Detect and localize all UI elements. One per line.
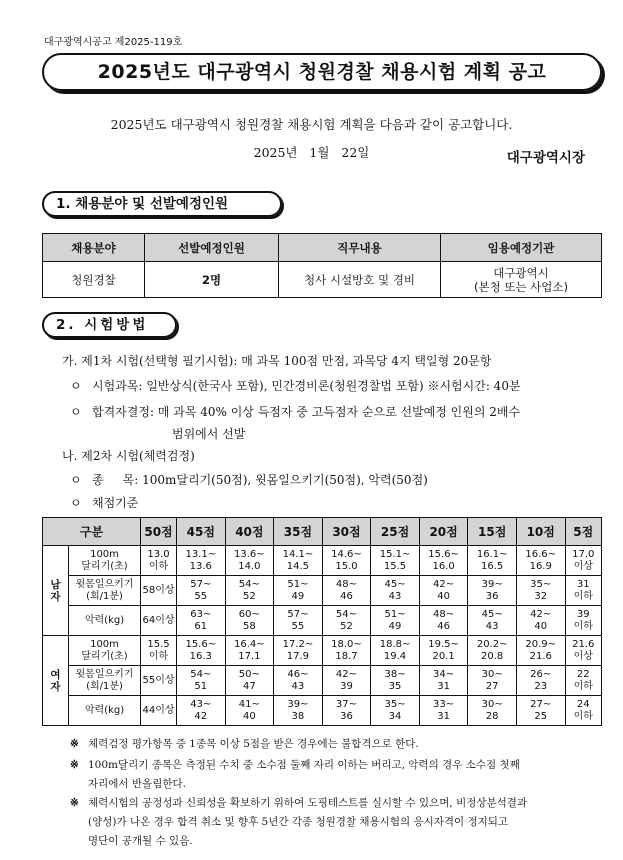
bullet: ㅇ	[70, 405, 82, 419]
score-cell: 51~ 49	[274, 576, 323, 606]
score-cell: 16.4~ 17.1	[225, 636, 274, 666]
score-cell: 22 이하	[565, 666, 602, 696]
scoring-text: 채점기준	[92, 496, 139, 510]
header-score: 25점	[371, 518, 420, 546]
score-cell: 14.1~ 14.5	[274, 546, 323, 576]
subjects-text: 시험과목: 일반상식(한국사 포함), 민간경비론(청원경찰법 포함) ※시험시간: 40분	[92, 379, 521, 393]
event-name: 악력(kg)	[69, 696, 141, 726]
note-mark: ※	[70, 759, 79, 771]
score-cell: 57~ 55	[177, 576, 226, 606]
score-cell: 21.6 이상	[565, 636, 602, 666]
score-cell: 54~ 51	[177, 666, 226, 696]
score-cell: 44이상	[141, 696, 177, 726]
field-value: 청원경찰	[43, 262, 145, 298]
score-cell: 64이상	[141, 606, 177, 636]
table-row	[43, 636, 602, 666]
score-cell: 37~ 36	[322, 696, 371, 726]
count-value: 2명	[145, 262, 279, 298]
header-count: 선발예정인원	[145, 234, 279, 262]
score-cell: 14.6~ 15.0	[322, 546, 371, 576]
score-cell: 50~ 47	[225, 666, 274, 696]
score-cell: 26~ 23	[516, 666, 565, 696]
score-cell: 39~ 36	[468, 576, 517, 606]
score-cell: 34~ 31	[419, 666, 468, 696]
event-name: 윗몸일으키기 (회/1분)	[69, 576, 141, 606]
agency-value	[441, 262, 602, 298]
score-cell: 43~ 42	[177, 696, 226, 726]
note-2-line1: 100m달리기 종목은 측정된 수치 중 소수점 둘째 자리 이하는 버리고, 악력의 경우 소수점 첫째	[88, 759, 520, 771]
score-cell: 48~ 46	[419, 606, 468, 636]
score-cell: 60~ 58	[225, 606, 274, 636]
table-row	[43, 696, 602, 726]
pass-text-line2: 범위에서 선발	[172, 427, 246, 441]
note-mark: ※	[70, 797, 79, 809]
events	[70, 471, 428, 488]
pass-criteria	[70, 403, 520, 420]
section1-title: 1. 채용분야 및 선발예정인원	[42, 191, 282, 217]
score-cell: 35~ 34	[371, 696, 420, 726]
header-agency: 임용예정기관	[441, 234, 602, 262]
event-name: 100m 달리기(초)	[69, 636, 141, 666]
score-cell: 27~ 25	[516, 696, 565, 726]
score-cell: 55이상	[141, 666, 177, 696]
notice-date: 2025년 1월 22일	[253, 145, 370, 160]
header-score: 15점	[468, 518, 517, 546]
score-cell: 41~ 40	[225, 696, 274, 726]
header-field: 채용분야	[43, 234, 145, 262]
score-cell: 17.2~ 17.9	[274, 636, 323, 666]
score-cell: 45~ 43	[468, 606, 517, 636]
header-score: 30점	[322, 518, 371, 546]
score-cell: 15.1~ 15.5	[371, 546, 420, 576]
score-cell: 42~ 39	[322, 666, 371, 696]
score-cell: 30~ 28	[468, 696, 517, 726]
score-cell: 42~ 40	[516, 606, 565, 636]
score-cell: 18.0~ 18.7	[322, 636, 371, 666]
pass-text-line1: 합격자결정: 매 과목 40% 이상 득점자 중 고득점자 순으로 선발예정 인원의 2배수	[92, 405, 521, 419]
section2-title: 2. 시험방법	[42, 312, 177, 338]
score-cell: 16.6~ 16.9	[516, 546, 565, 576]
score-cell: 13.6~ 14.0	[225, 546, 274, 576]
score-cell: 30~ 27	[468, 666, 517, 696]
score-cell: 15.6~ 16.0	[419, 546, 468, 576]
score-cell: 48~ 46	[322, 576, 371, 606]
score-cell: 17.0 이상	[565, 546, 602, 576]
note-3-line1: 체력시험의 공정성과 신뢰성을 확보하기 위하여 도핑테스트를 실시할 수 있으며, 비정상분석결과	[88, 797, 528, 809]
table-row	[43, 606, 602, 636]
second-exam-heading: 나. 제2차 시험(체력검정)	[62, 449, 195, 463]
issuer: 대구광역시장	[506, 150, 585, 166]
note-2-line2: 자리에서 반올림한다.	[88, 778, 186, 790]
score-cell: 45~ 43	[371, 576, 420, 606]
event-name: 윗몸일으키기 (회/1분)	[69, 666, 141, 696]
score-cell: 63~ 61	[177, 606, 226, 636]
score-cell: 13.0 이하	[141, 546, 177, 576]
score-cell: 13.1~ 13.6	[177, 546, 226, 576]
score-cell: 16.1~ 16.5	[468, 546, 517, 576]
page-title: 2025년도 대구광역시 청원경찰 채용시험 계획 공고	[42, 53, 602, 91]
note-3-line3: 명단이 공개될 수 있음.	[88, 835, 193, 847]
first-exam-heading: 가. 제1차 시험(선택형 필기시험): 매 과목 100점 만점, 과목당 4지 택일형 20문항	[62, 354, 492, 368]
score-cell: 33~ 31	[419, 696, 468, 726]
header-score: 40점	[225, 518, 274, 546]
header-duty: 직무내용	[279, 234, 441, 262]
header-score: 20점	[419, 518, 468, 546]
score-cell: 35~ 32	[516, 576, 565, 606]
score-cell: 57~ 55	[274, 606, 323, 636]
exam-subjects	[70, 377, 521, 394]
score-cell: 31 이하	[565, 576, 602, 606]
note-3	[70, 794, 610, 851]
score-cell: 54~ 52	[225, 576, 274, 606]
note-2	[70, 756, 610, 794]
header-score: 50점	[141, 518, 177, 546]
note-3-line2: (양성)가 나온 경우 합격 취소 및 향후 5년간 각종 청원경찰 채용시험의 응시자격이 정지되고	[88, 816, 509, 828]
score-cell: 19.5~ 20.1	[419, 636, 468, 666]
header-score: 45점	[177, 518, 226, 546]
score-table-header	[43, 518, 602, 546]
score-cell: 20.2~ 20.8	[468, 636, 517, 666]
bullet: ㅇ	[70, 473, 82, 487]
score-cell: 42~ 40	[419, 576, 468, 606]
event-name: 100m 달리기(초)	[69, 546, 141, 576]
intro-text: 2025년도 대구광역시 청원경찰 채용시험 계획을 다음과 같이 공고합니다.	[110, 117, 513, 132]
male-label: 남 자	[43, 546, 69, 636]
note-mark: ※	[70, 738, 79, 750]
score-table	[42, 517, 602, 726]
agency-line1: 대구광역시	[493, 265, 549, 280]
score-cell: 20.9~ 21.6	[516, 636, 565, 666]
score-cell: 51~ 49	[371, 606, 420, 636]
header-category: 구분	[43, 518, 141, 546]
note-1-text: 체력검정 평가항목 중 1종목 이상 5점을 받은 경우에는 불합격으로 한다.	[88, 738, 419, 750]
notice-number: 대구광역시공고 제2025-119호	[44, 37, 183, 48]
table-row	[43, 576, 602, 606]
agency-line2: (본청 또는 사업소)	[473, 279, 569, 294]
score-cell: 54~ 52	[322, 606, 371, 636]
female-label: 여 자	[43, 636, 69, 726]
note-1	[70, 735, 610, 754]
score-cell: 58이상	[141, 576, 177, 606]
scoring	[70, 494, 138, 511]
header-score: 10점	[516, 518, 565, 546]
score-cell: 24 이하	[565, 696, 602, 726]
header-score: 5점	[565, 518, 602, 546]
score-cell: 46~ 43	[274, 666, 323, 696]
score-cell: 15.5 이하	[141, 636, 177, 666]
event-name: 악력(kg)	[69, 606, 141, 636]
events-text: 종 목: 100m달리기(50점), 윗몸일으키기(50점), 악력(50점)	[92, 473, 428, 487]
recruitment-table	[42, 233, 602, 298]
table-row	[43, 666, 602, 696]
score-cell: 15.6~ 16.3	[177, 636, 226, 666]
header-score: 35점	[274, 518, 323, 546]
table-row	[43, 262, 602, 298]
duty-value: 청사 시설방호 및 경비	[279, 262, 441, 298]
table-row	[43, 546, 602, 576]
score-cell: 18.8~ 19.4	[371, 636, 420, 666]
recruitment-table-header	[43, 234, 602, 262]
score-cell: 39 이하	[565, 606, 602, 636]
score-cell: 39~ 38	[274, 696, 323, 726]
bullet: ㅇ	[70, 496, 82, 510]
bullet: ㅇ	[70, 379, 82, 393]
score-cell: 38~ 35	[371, 666, 420, 696]
